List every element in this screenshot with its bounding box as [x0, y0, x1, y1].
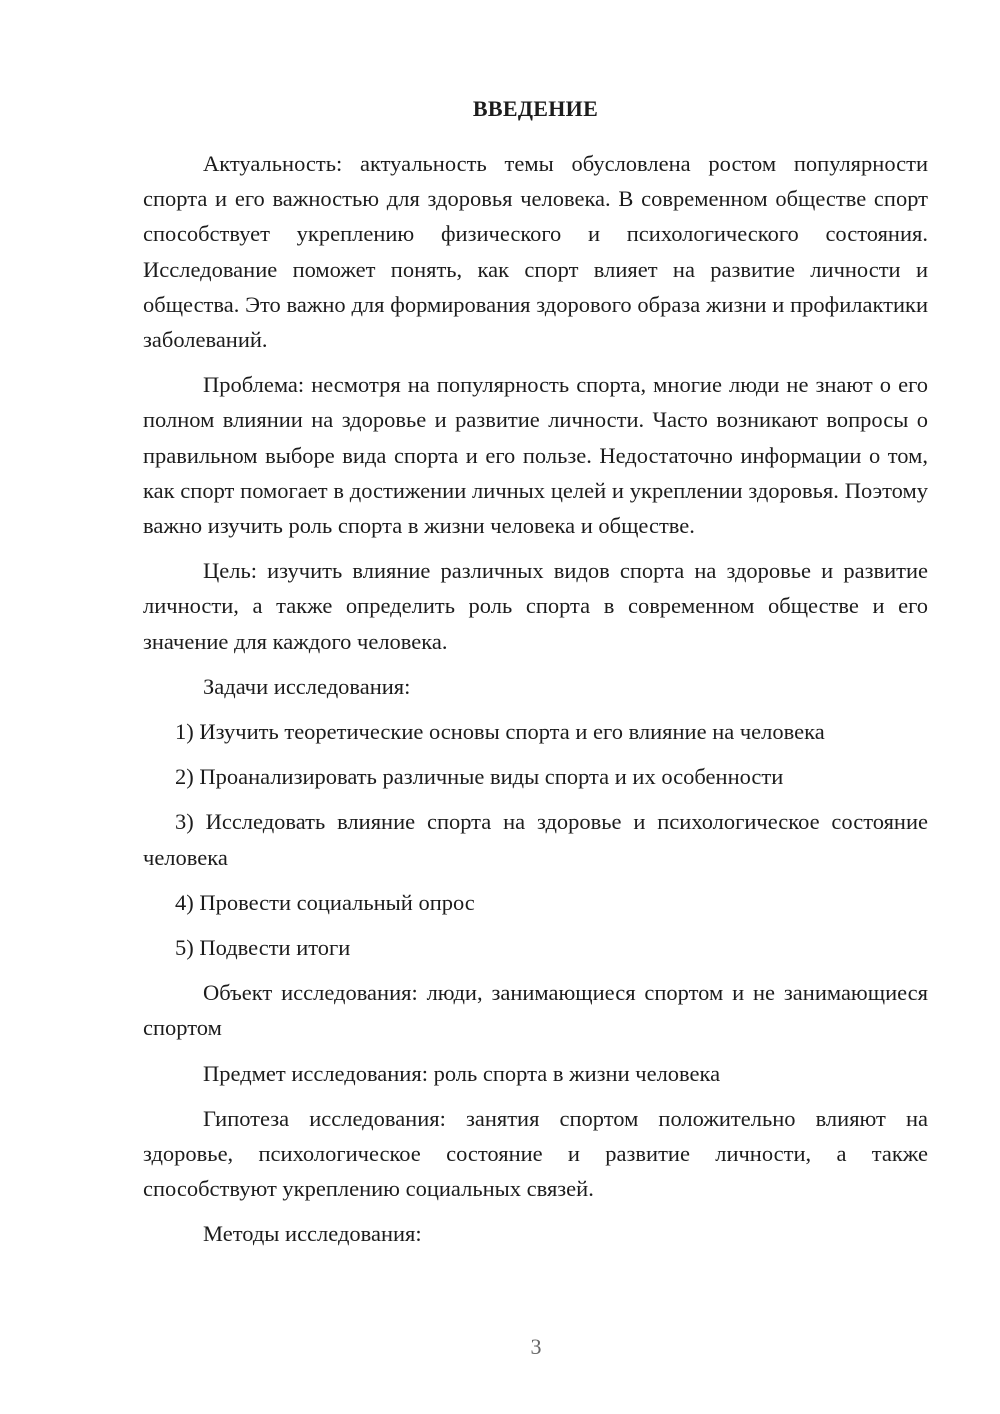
- task-item-5: 5) Подвести итоги: [175, 935, 351, 961]
- problem-paragraph: Проблема: несмотря на популярность спорта, многие люди не знают о его полном влиянии на здоровье и развитие личности. Часто возникают вопросы о правильном выборе вида спорта и его пользе. Недостаточно информации о том, как спорт помогает в достижении личных целей и укреплении здоровья. Поэтому важно изучить роль спорта в жизни человека и обществе.: [143, 372, 928, 539]
- page-number: 3: [530, 1334, 542, 1359]
- hypothesis-paragraph: Гипотеза исследования: занятия спортом положительно влияют на здоровье, психологическое состояние и развитие личности, а также способствуют укреплению социальных связей.: [143, 1105, 928, 1202]
- task-item-4: 4) Провести социальный опрос: [175, 889, 475, 915]
- methods-paragraph: Методы исследования:: [203, 1221, 422, 1247]
- goal-paragraph: Цель: изучить влияние различных видов спорта на здоровье и развитие личности, а также определить роль спорта в современном обществе и его значение для каждого человека.: [143, 558, 928, 654]
- tasks-heading: Задачи исследования:: [203, 673, 411, 699]
- task-item-1: 1) Изучить теоретические основы спорта и его влияние на человека: [175, 719, 825, 745]
- section-title: ВВЕДЕНИЕ: [472, 96, 599, 121]
- relevance-paragraph: Актуальность: актуальность темы обусловлена ростом популярности спорта и его важностью для здоровья человека. В современном обществе спорт способствует укреплению физического и психологического состояния. Исследование поможет понять, как спорт влияет на развитие личности и общества. Это важно для формирования здорового образа жизни и профилактики заболеваний.: [143, 151, 928, 353]
- object-paragraph: Объект исследования: люди, занимающиеся спортом и не занимающиеся спортом: [143, 980, 928, 1041]
- document-page: [143, 92, 928, 1262]
- task-item-2: 2) Проанализировать различные виды спорта и их особенности: [175, 764, 784, 790]
- subject-paragraph: Предмет исследования: роль спорта в жизни человека: [203, 1060, 721, 1086]
- task-item-3: 3) Исследовать влияние спорта на здоровье и психологическое состояние человека: [143, 809, 928, 870]
